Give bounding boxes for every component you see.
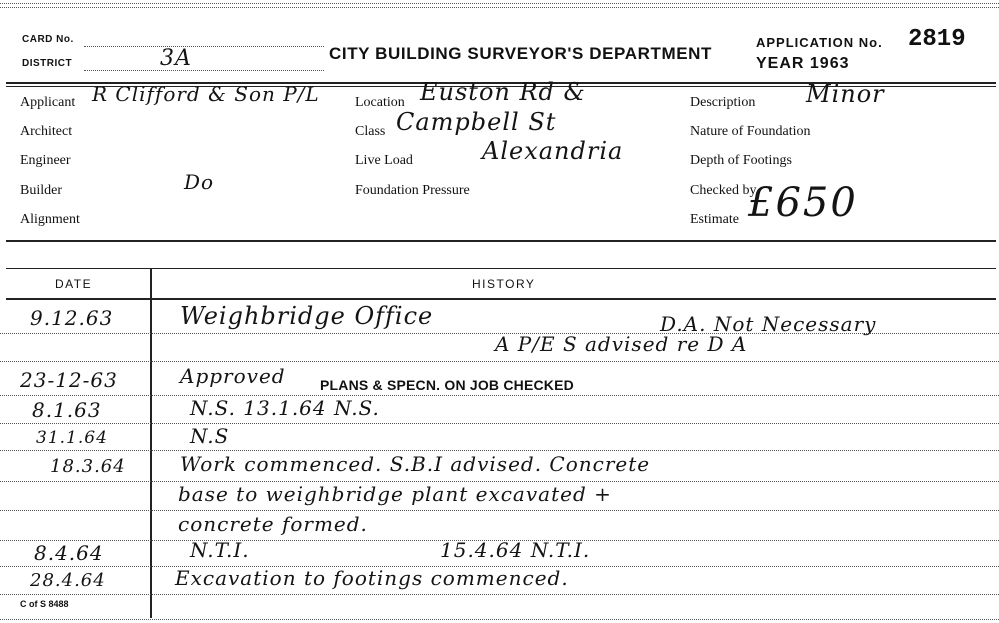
estimate-value: £650 <box>748 180 858 226</box>
history-text: A P/E S advised re D A <box>495 332 748 356</box>
estimate-label: Estimate <box>690 212 739 227</box>
live-load-value: Alexandria <box>482 137 624 165</box>
district-line <box>84 70 324 71</box>
bottom-dotted-edge <box>0 619 999 620</box>
nature-of-foundation-label: Nature of Foundation <box>690 124 811 139</box>
table-header-rule <box>6 268 996 269</box>
history-rule <box>0 423 999 424</box>
location-label: Location <box>355 95 405 110</box>
applicant-value: R Clifford & Son P/L <box>92 82 320 106</box>
history-date: 18.3.64 <box>50 456 126 477</box>
architect-label: Architect <box>20 124 73 139</box>
top-dotted-edge <box>0 3 999 4</box>
history-text: base to weighbridge plant excavated + <box>178 482 612 506</box>
live-load-label: Live Load <box>355 153 413 168</box>
builder-label: Builder <box>20 183 62 198</box>
foundation-pressure-label: Foundation Pressure <box>355 183 470 198</box>
department-title: CITY BUILDING SURVEYOR'S DEPARTMENT <box>329 44 713 63</box>
history-column-header: HISTORY <box>472 277 536 291</box>
card-no-label: CARD No. <box>22 34 74 45</box>
description-value: Minor <box>806 80 885 108</box>
form-code: C of S 8488 <box>20 599 69 609</box>
class-label: Class <box>355 124 386 139</box>
history-date: 31.1.64 <box>36 428 108 448</box>
history-text: Approved <box>180 364 286 388</box>
top-dotted-edge-2 <box>0 7 999 8</box>
depth-of-footings-label: Depth of Footings <box>690 153 792 168</box>
history-date: 8.4.64 <box>34 541 104 565</box>
district-label: DISTRICT <box>22 58 73 69</box>
checked-by-label: Checked by <box>690 183 757 198</box>
history-date: 9.12.63 <box>30 306 114 330</box>
history-text: N.T.I. <box>190 538 250 562</box>
applicant-label: Applicant <box>20 95 76 110</box>
history-rule <box>0 594 999 595</box>
history-text: D.A. Not Necessary <box>660 312 877 336</box>
location-value: Euston Rd & <box>420 78 586 106</box>
history-date: 8.1.63 <box>32 398 102 422</box>
table-top-rule <box>6 240 996 242</box>
description-label: Description <box>690 95 756 110</box>
history-stamp: PLANS & SPECN. ON JOB CHECKED <box>320 377 574 393</box>
history-text: concrete formed. <box>178 512 368 536</box>
history-rule <box>0 395 999 396</box>
history-rule <box>0 510 999 511</box>
history-date: 28.4.64 <box>30 570 106 591</box>
history-date: 23-12-63 <box>20 368 118 392</box>
history-text: N.S. 13.1.64 N.S. <box>190 396 380 420</box>
history-text: 15.4.64 N.T.I. <box>440 538 591 562</box>
card-no-line <box>84 46 324 47</box>
class-value: Campbell St <box>396 108 557 136</box>
application-label: APPLICATION No. <box>756 35 883 50</box>
history-text: Work commenced. S.B.I advised. Concrete <box>180 452 651 476</box>
history-rule <box>0 361 999 362</box>
history-rule <box>0 450 999 451</box>
builder-value: Do <box>184 170 215 194</box>
application-number: 2819 <box>908 26 966 53</box>
engineer-label: Engineer <box>20 153 71 168</box>
history-text: Excavation to footings commenced. <box>175 566 569 590</box>
year-label: YEAR 1963 <box>756 55 850 72</box>
district-value: 3A <box>160 46 192 71</box>
table-body-rule <box>6 298 996 300</box>
date-column-header: DATE <box>55 277 93 291</box>
alignment-label: Alignment <box>20 212 80 227</box>
history-text: N.S <box>190 424 230 448</box>
history-text: Weighbridge Office <box>180 302 434 330</box>
